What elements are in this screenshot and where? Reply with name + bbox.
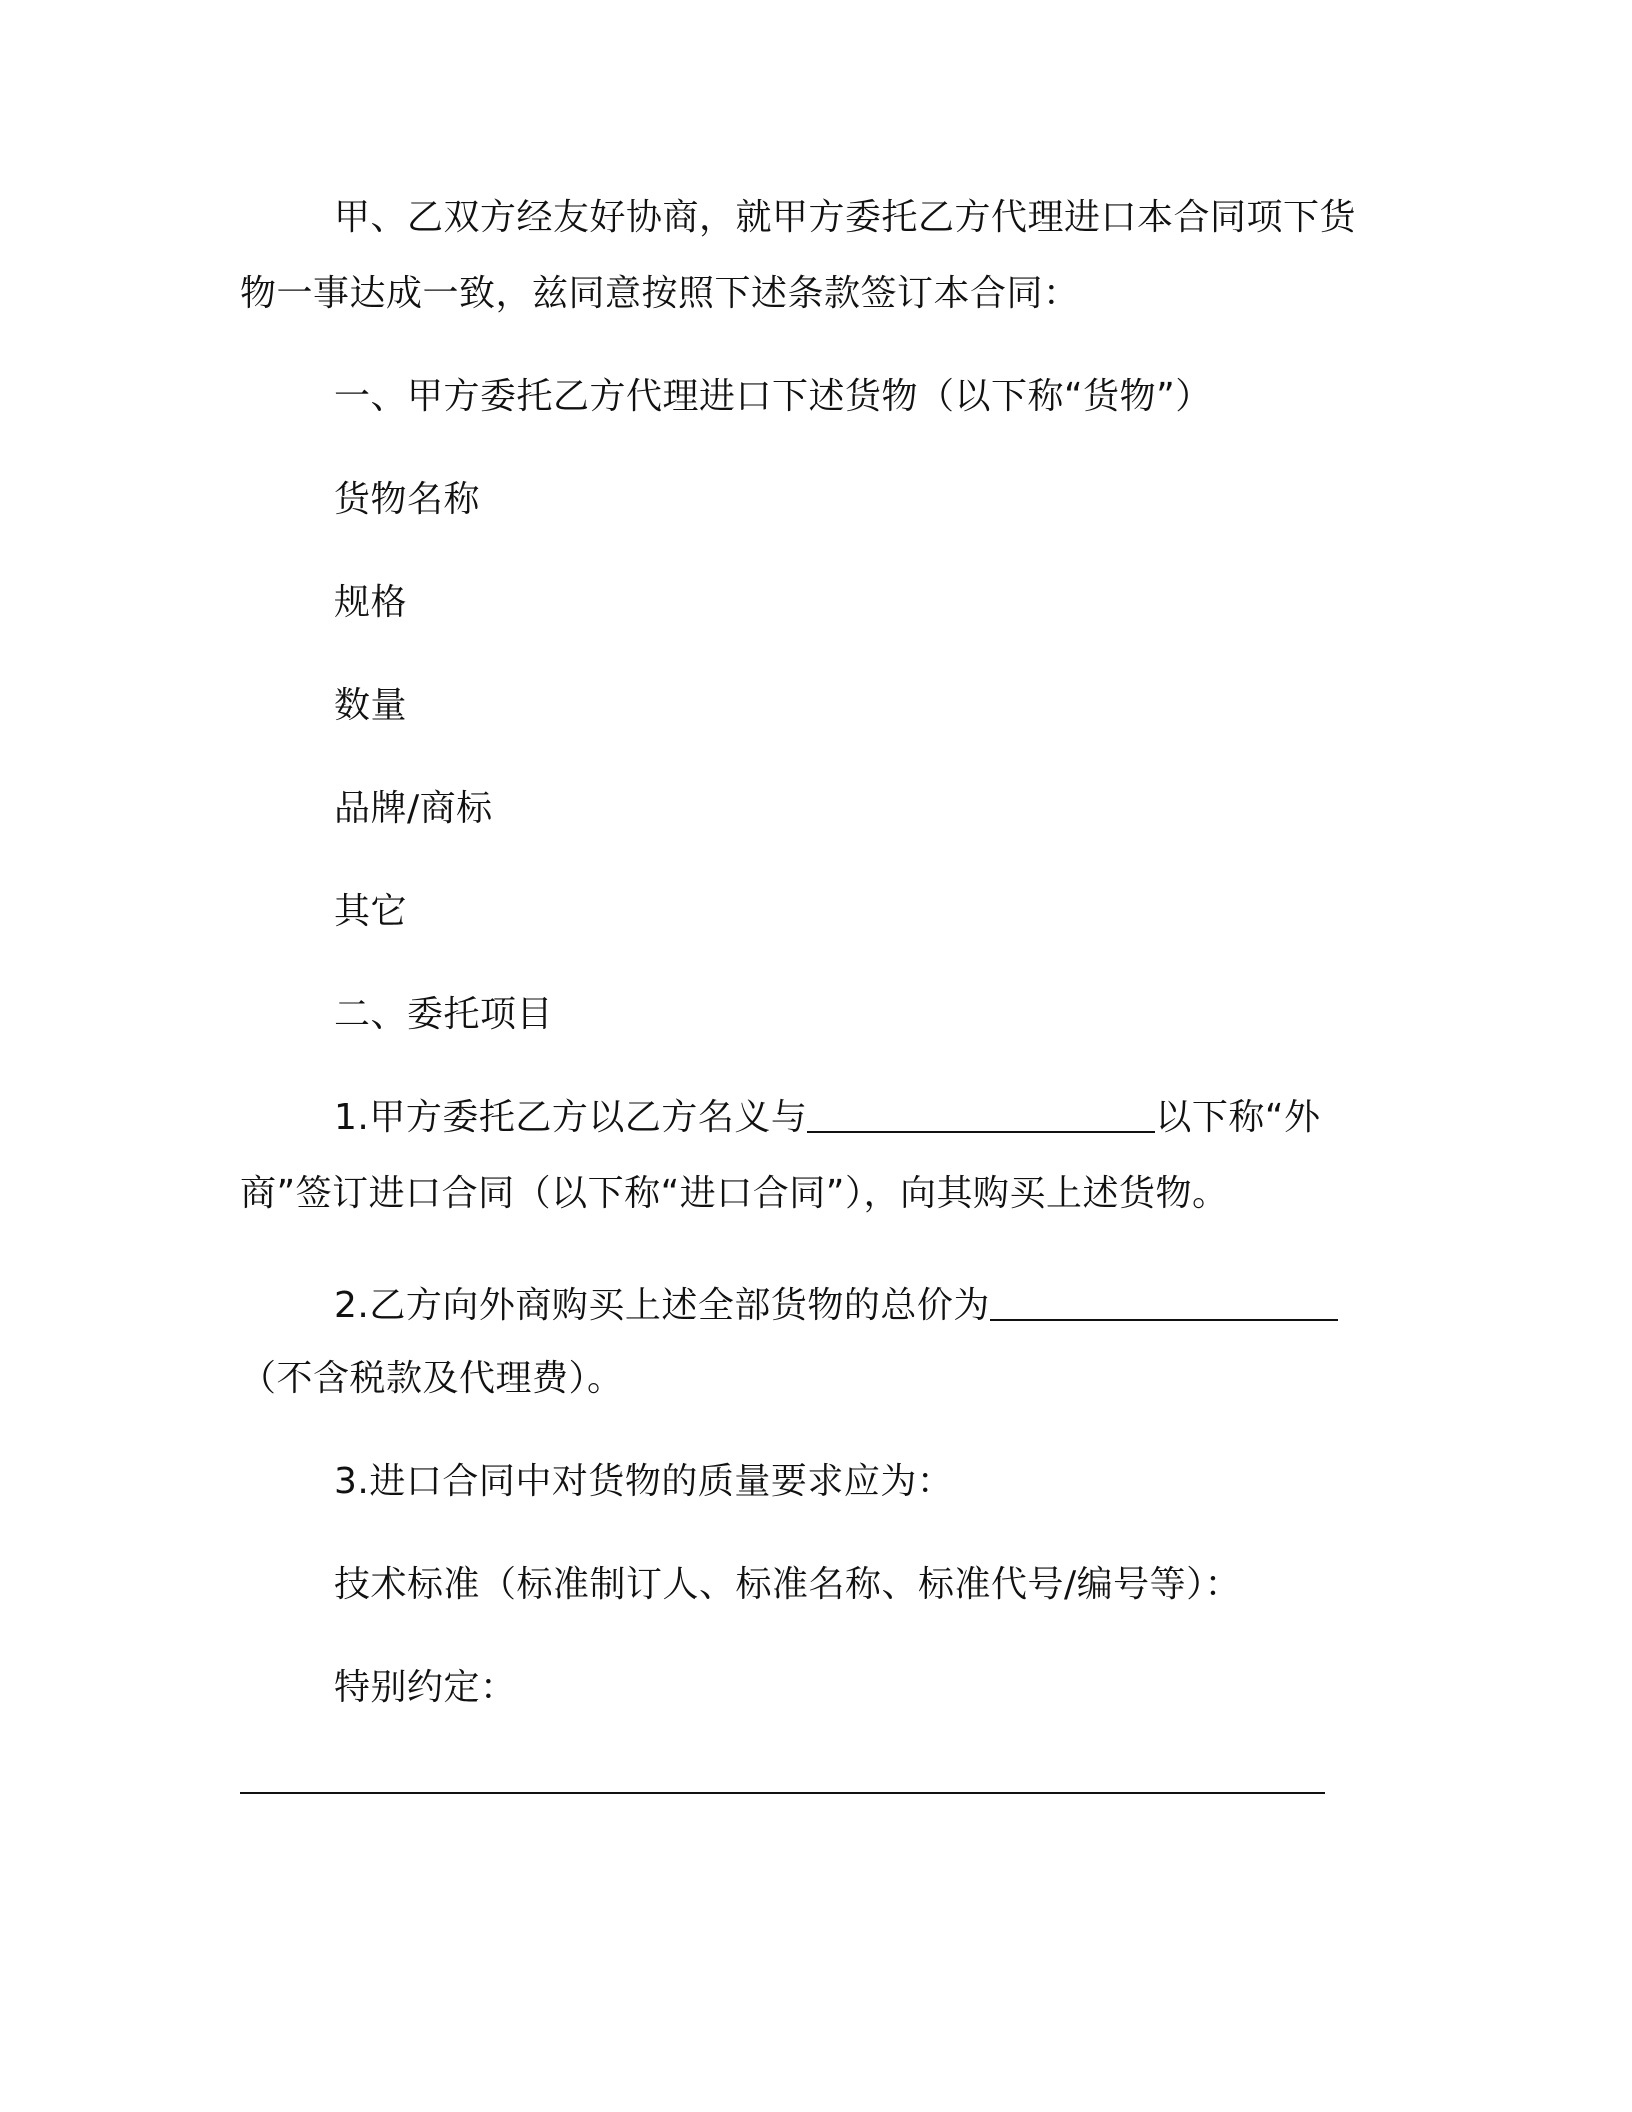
item-2-line-2: （不含税款及代理费）。 <box>240 1358 624 1399</box>
technical-standard-label: 技术标准（标准制订人、标准名称、标准代号/编号等）： <box>334 1564 1242 1605</box>
goods-field-other: 其它 <box>334 891 408 932</box>
item-2-line-1 <box>334 1284 1534 1328</box>
item-2-prefix: 2.乙方向外商购买上述全部货物的总价为 <box>334 1285 990 1326</box>
item-1-suffix: 以下称“外 <box>1155 1097 1321 1138</box>
intro-paragraph-line-2: 物一事达成一致，兹同意按照下述条款签订本合同： <box>240 273 1080 314</box>
section-1-heading: 一、甲方委托乙方代理进口下述货物（以下称“货物”） <box>334 376 1212 417</box>
goods-field-brand: 品牌/商标 <box>334 788 493 829</box>
item-1-line-1 <box>334 1096 1534 1140</box>
goods-field-spec: 规格 <box>334 582 408 623</box>
item-3-line-1: 3.进口合同中对货物的质量要求应为： <box>334 1461 954 1502</box>
section-2-heading: 二、委托项目 <box>334 994 554 1035</box>
total-price-blank <box>990 1287 1338 1321</box>
intro-paragraph-line-1: 甲、乙双方经友好协商，就甲方委托乙方代理进口本合同项下货 <box>334 197 1357 238</box>
special-terms-blank-line <box>240 1792 1325 1794</box>
special-terms-label: 特别约定： <box>334 1667 517 1708</box>
goods-field-name: 货物名称 <box>334 479 481 520</box>
item-1-line-2: 商”签订进口合同（以下称“进口合同”），向其购买上述货物。 <box>240 1173 1229 1214</box>
foreign-party-blank <box>807 1099 1155 1133</box>
item-1-prefix: 1.甲方委托乙方以乙方名义与 <box>334 1097 808 1138</box>
goods-field-quantity: 数量 <box>334 685 408 726</box>
